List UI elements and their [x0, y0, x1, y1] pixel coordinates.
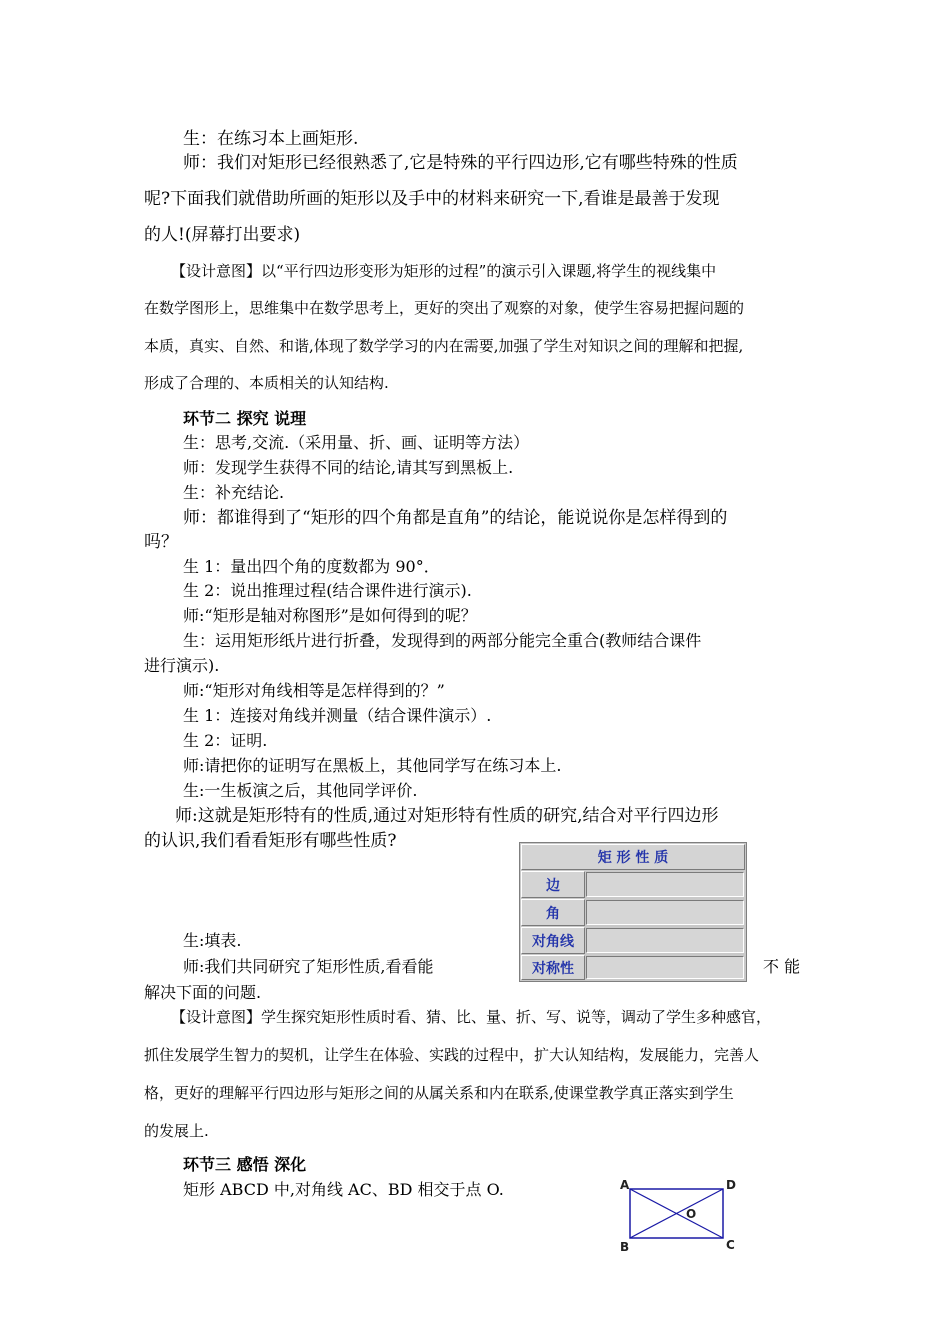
text-line: 生 2：说出推理过程(结合课件进行演示).: [183, 581, 472, 600]
text-line: 矩形 ABCD 中,对角线 AC、BD 相交于点 O.: [183, 1180, 504, 1199]
table-row-label: 角: [521, 899, 585, 926]
design-intent-line: 【设计意图】以“平行四边形变形为矩形的过程”的演示引入课题,将学生的视线集中: [171, 262, 717, 280]
text-line: 生 1：连接对角线并测量（结合课件演示）.: [183, 706, 492, 725]
design-intent-line: 抓住发展学生智力的契机，让学生在体验、实践的过程中，扩大认知结构，发展能力，完善人: [144, 1046, 760, 1064]
text-line: 师：我们对矩形已经很熟悉了,它是特殊的平行四边形,它有哪些特殊的性质: [183, 153, 738, 173]
table-header: 矩 形 性 质: [521, 844, 745, 870]
text-line: 生:填表.: [183, 931, 242, 950]
text-line: 呢?下面我们就借助所画的矩形以及手中的材料来研究一下,看谁是最善于发现: [144, 189, 720, 209]
text-line: 生：思考,交流.（采用量、折、画、证明等方法）: [183, 433, 530, 452]
design-intent-line: 格，更好的理解平行四边形与矩形之间的从属关系和内在联系,使课堂教学真正落实到学生: [144, 1084, 734, 1102]
text-line: 师：发现学生获得不同的结论,请其写到黑板上.: [183, 458, 514, 477]
vertex-label-a: A: [620, 1178, 630, 1192]
section-heading: 环节三 感悟 深化: [183, 1155, 307, 1174]
design-intent-line: 形成了合理的、本质相关的认知结构.: [144, 374, 389, 392]
center-label-o: O: [686, 1207, 697, 1221]
text-line: 生：运用矩形纸片进行折叠，发现得到的两部分能完全重合(教师结合课件: [183, 631, 702, 650]
text-line: 的认识,我们看看矩形有哪些性质?: [144, 831, 397, 851]
text-line: 师:这就是矩形特有的性质,通过对矩形特有性质的研究,结合对平行四边形: [175, 806, 719, 826]
text-line: 师:“矩形是轴对称图形”是如何得到的呢？: [183, 606, 477, 625]
text-line: 生：在练习本上画矩形.: [183, 129, 359, 149]
design-intent-line: 的发展上.: [144, 1122, 209, 1140]
vertex-label-d: D: [726, 1178, 736, 1192]
text-line: 吗？: [144, 532, 178, 552]
vertex-label-c: C: [726, 1238, 735, 1252]
text-line: 师:我们共同研究了矩形性质,看看能: [183, 957, 434, 976]
text-line: 师:“矩形对角线相等是怎样得到的？”: [183, 681, 445, 700]
text-line: 不 能: [763, 957, 801, 976]
table-row-label: 对称性: [521, 955, 585, 980]
table-row-label: 边: [521, 871, 585, 898]
text-line: 生:一生板演之后，其他同学评价.: [183, 781, 418, 800]
section-heading: 环节二 探究 说理: [183, 409, 307, 428]
text-line: 的人!(屏幕打出要求): [144, 225, 301, 245]
text-line: 师:请把你的证明写在黑板上，其他同学写在练习本上.: [183, 756, 562, 775]
text-line: 生 2：证明.: [183, 731, 268, 750]
text-line: 解决下面的问题.: [144, 983, 262, 1002]
design-intent-line: 本质，真实、自然、和谐,体现了数学学习的内在需要,加强了学生对知识之间的理解和把握,: [144, 337, 744, 355]
design-intent-line: 在数学图形上，思维集中在数学思考上，更好的突出了观察的对象，使学生容易把握问题的: [144, 299, 745, 317]
text-line: 生 1：量出四个角的度数都为 90°．: [183, 557, 440, 576]
table-row-label: 对角线: [521, 927, 585, 954]
text-line: 师：都谁得到了“矩形的四个角都是直角”的结论，能说说你是怎样得到的: [183, 508, 728, 528]
vertex-label-b: B: [620, 1240, 630, 1254]
text-line: 进行演示).: [144, 656, 220, 675]
design-intent-line: 【设计意图】学生探究矩形性质时看、猜、比、量、折、写、说等，调动了学生多种感官，: [171, 1008, 772, 1026]
text-line: 生：补充结论.: [183, 483, 285, 502]
